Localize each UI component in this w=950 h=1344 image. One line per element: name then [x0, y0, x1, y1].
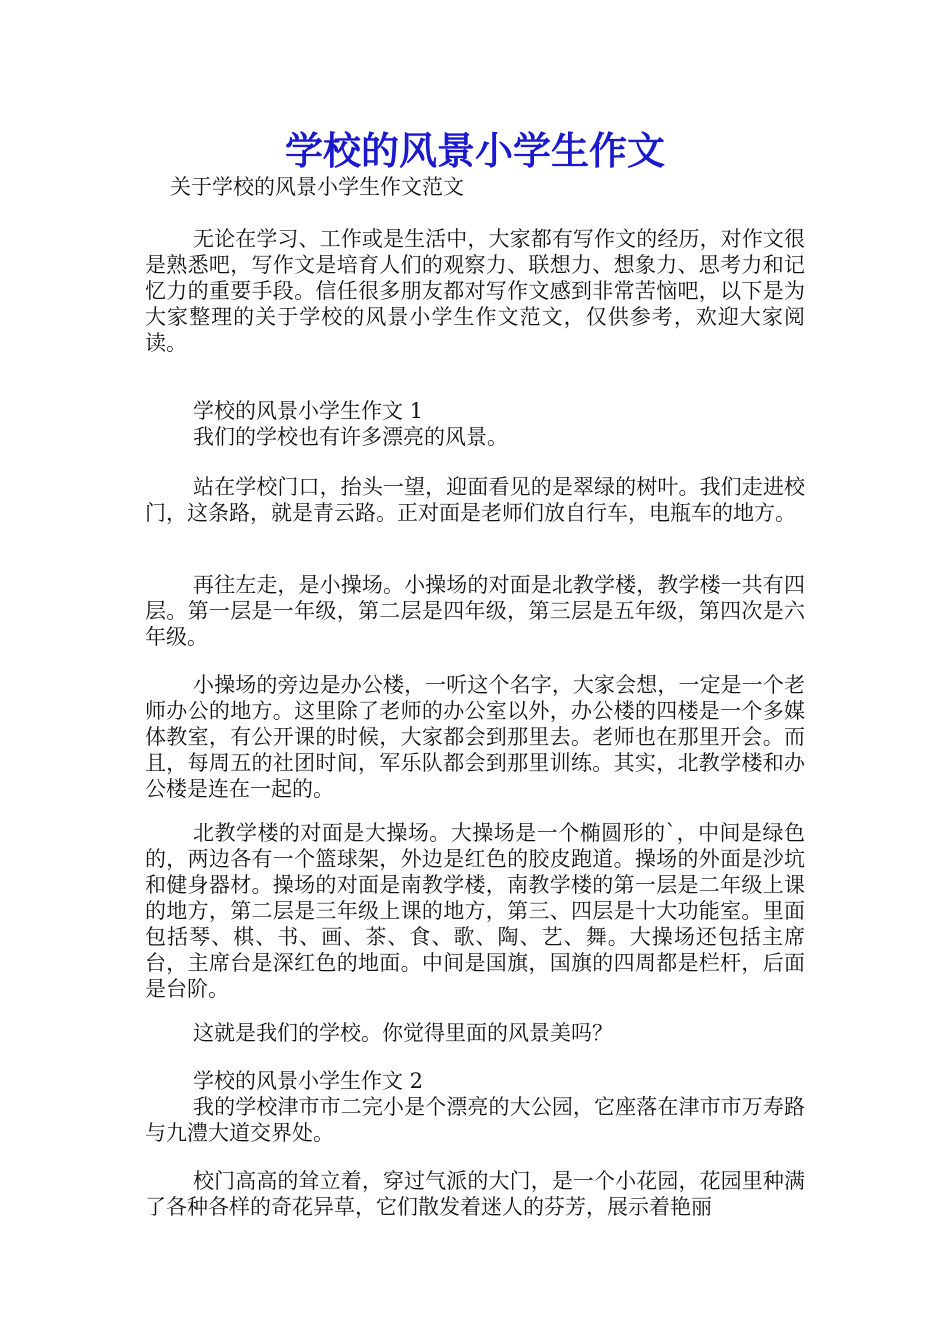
intro-paragraph: 无论在学习、工作或是生活中，大家都有写作文的经历，对作文很是熟悉吧，写作文是培育人们的观察力、联想力、想象力、思考力和记忆力的重要手段。信任很多朋友都对写作文感到非常苦恼吧，以下是为大家整理的关于学校的风景小学生作文范文，仅供参考，欢迎大家阅读。 — [145, 227, 805, 355]
document-subtitle: 关于学校的风景小学生作文范文 — [170, 175, 464, 199]
essay-2-paragraph: 校门高高的耸立着，穿过气派的大门，是一个小花园，花园里种满了各种各样的奇花异草，它们散发着迷人的芬芳，展示着艳丽 — [145, 1169, 805, 1219]
essay-2-paragraph: 我的学校津市市二完小是个漂亮的大公园，它座落在津市市万寿路与九澧大道交界处。 — [145, 1095, 805, 1145]
essay-1-paragraph: 小操场的旁边是办公楼，一听这个名字，大家会想，一定是一个老师办公的地方。这里除了老师的办公室以外，办公楼的四楼是一个多媒体教室，有公开课的时候，大家都会到那里去。老师也在那里开会。而且，每周五的社团时间，军乐队都会到那里训练。其实，北教学楼和办公楼是连在一起的。 — [145, 673, 805, 801]
essay-1-paragraph: 北教学楼的对面是大操场。大操场是一个椭圆形的`，中间是绿色的，两边各有一个篮球架，外边是红色的胶皮跑道。操场的外面是沙坑和健身器材。操场的对面是南教学楼，南教学楼的第一层是二年级上课的地方，第二层是三年级上课的地方，第三、四层是十大功能室。里面包括琴、棋、书、画、茶、食、歌、陶、艺、舞。大操场还包括主席台，主席台是深红色的地面。中间是国旗，国旗的四周都是栏杆，后面是台阶。 — [145, 821, 805, 1001]
essay-1-paragraph: 我们的学校也有许多漂亮的风景。 — [193, 425, 508, 449]
essay-1-paragraph: 这就是我们的学校。你觉得里面的风景美吗？ — [193, 1021, 613, 1045]
essay-1-heading: 学校的风景小学生作文 1 — [193, 399, 424, 423]
essay-1-paragraph: 站在学校门口，抬头一望，迎面看见的是翠绿的树叶。我们走进校门，这条路，就是青云路。正对面是老师们放自行车，电瓶车的地方。 — [145, 475, 805, 525]
essay-2-heading: 学校的风景小学生作文 2 — [193, 1069, 424, 1093]
document-title: 学校的风景小学生作文 — [284, 128, 665, 173]
essay-1-paragraph: 再往左走，是小操场。小操场的对面是北教学楼，教学楼一共有四层。第一层是一年级，第二层是四年级，第三层是五年级，第四次是六年级。 — [145, 573, 805, 649]
